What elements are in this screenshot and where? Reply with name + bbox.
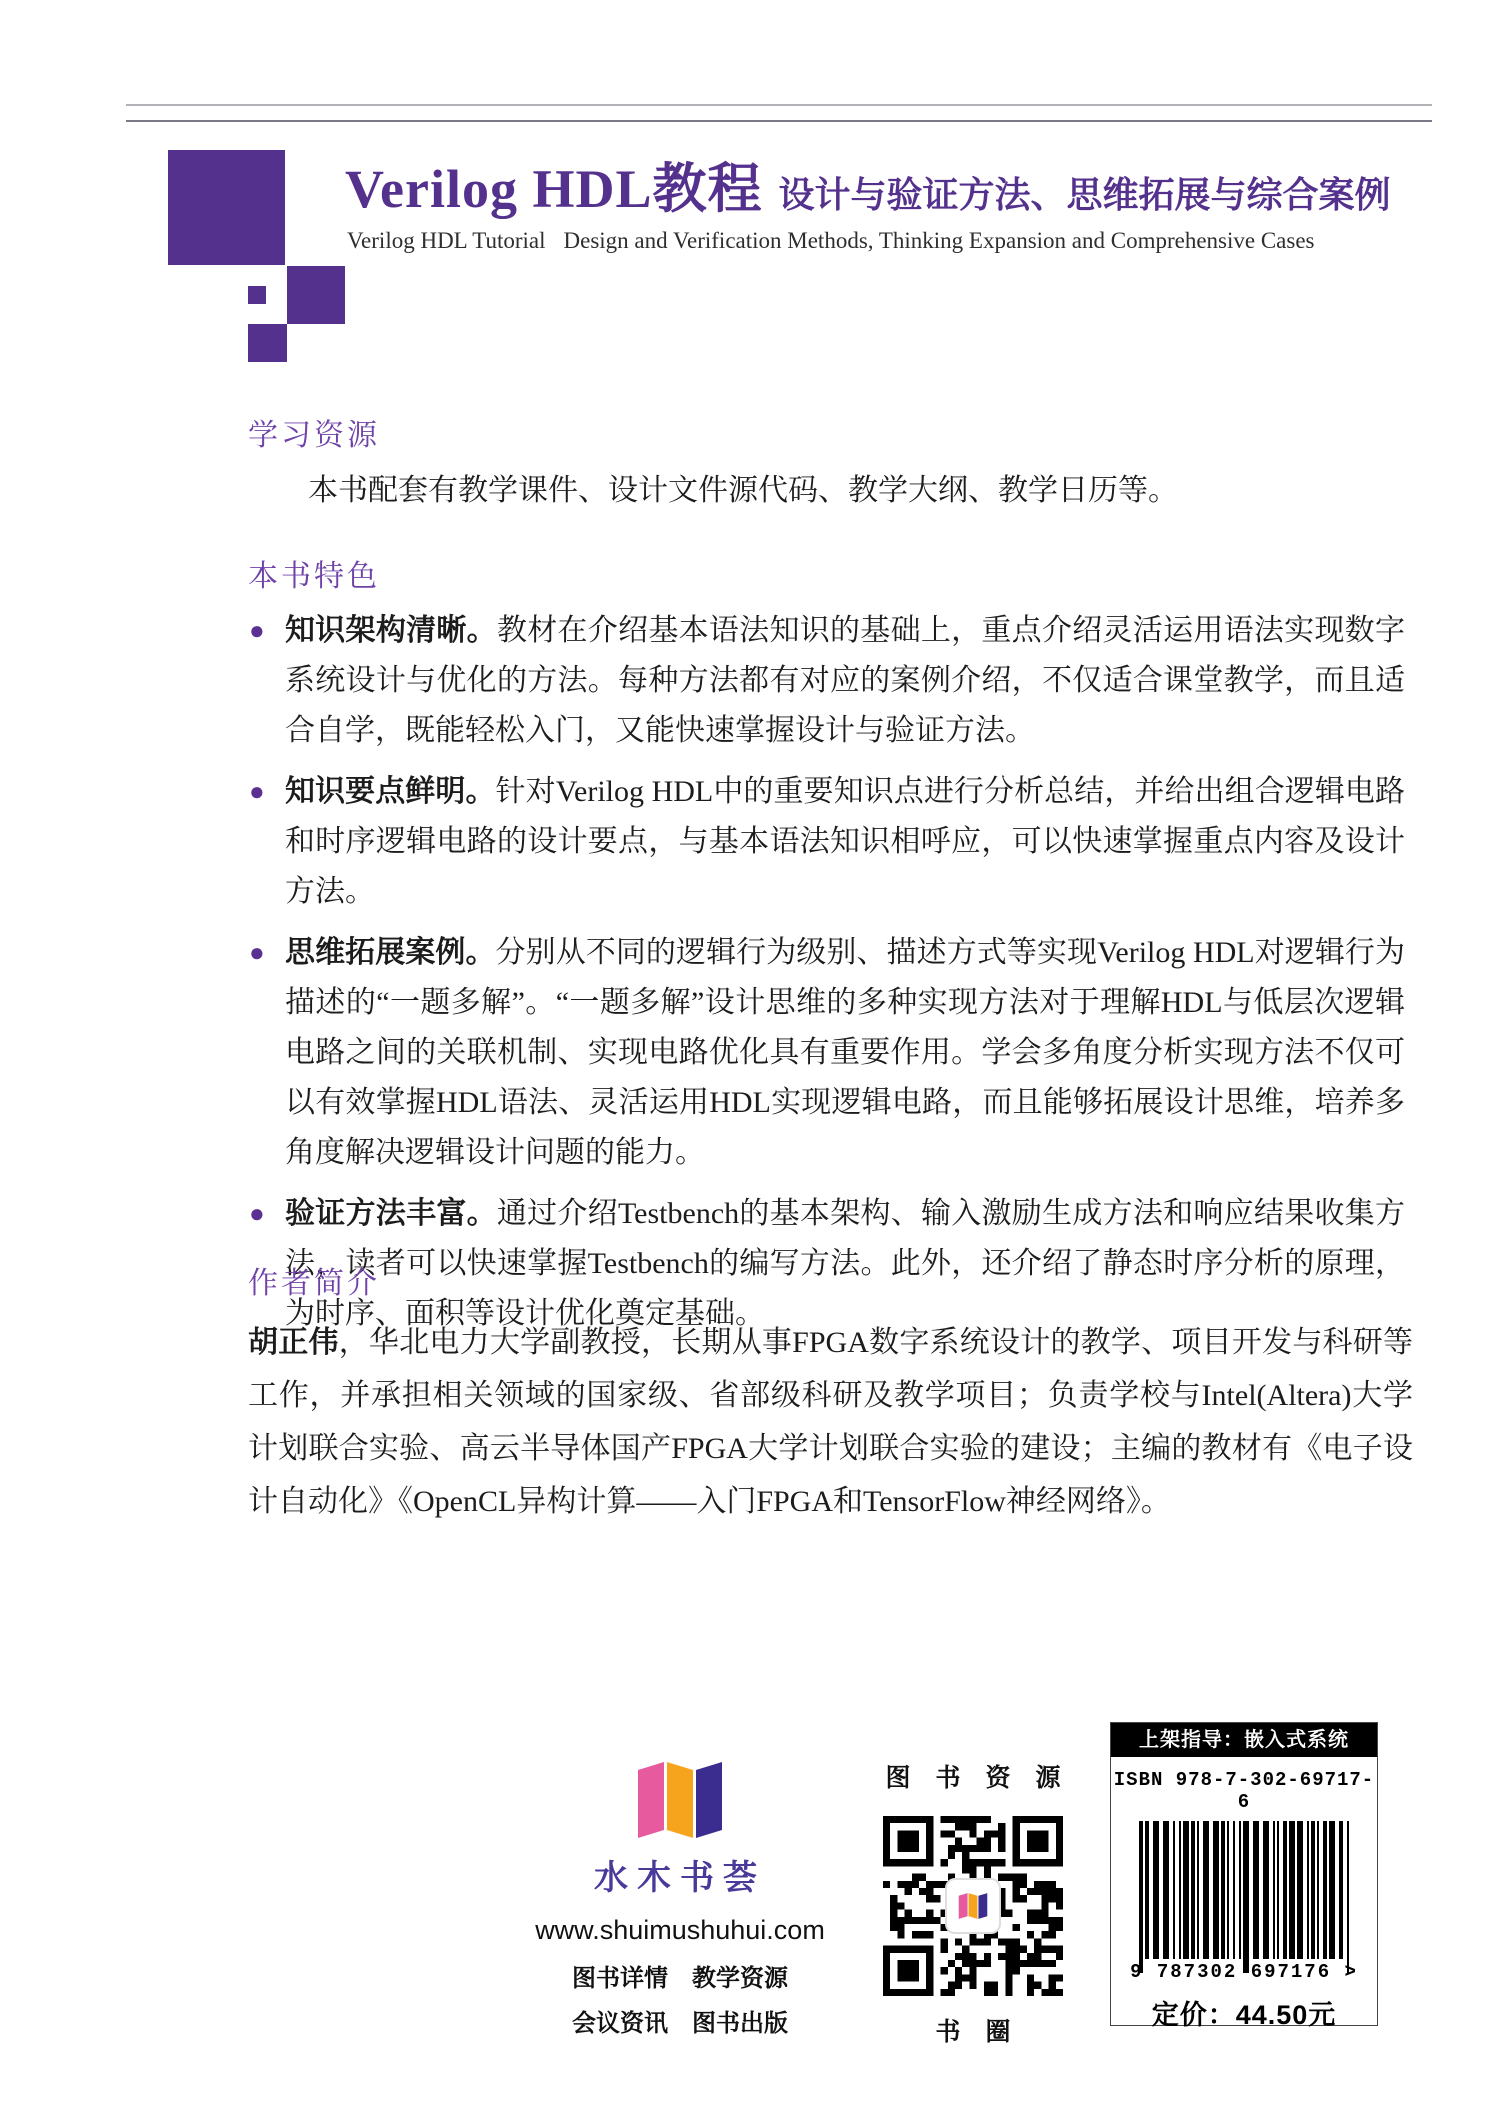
feature-item <box>249 928 1405 1178</box>
isbn-text: ISBN 978-7-302-69717-6 <box>1113 1769 1375 1813</box>
bullet-dot-icon: ● <box>249 938 265 967</box>
author-paragraph <box>248 1316 1413 1528</box>
qr-caption-bottom: 书 圈 <box>935 2018 1011 2046</box>
brand-links-row1: 图书详情 教学资源 <box>572 1965 788 1992</box>
feature-lead: 知识要点鲜明。 <box>285 775 496 808</box>
isbn-box <box>1110 1722 1378 2030</box>
barcode-digits: 9 787302 697176 > <box>1130 1961 1358 1983</box>
page-title-row <box>345 146 1391 223</box>
price-label: 定价：44.50元 <box>1151 2000 1337 2030</box>
feature-lead: 知识架构清晰。 <box>285 614 497 647</box>
resources-paragraph: 本书配套有教学课件、设计文件源代码、教学大纲、教学日历等。 <box>308 474 1178 507</box>
brand-name: 水木书荟 <box>594 1860 766 1897</box>
book-title-cn: Verilog HDL教程 <box>345 159 763 219</box>
logo-panel-indigo <box>696 1762 722 1838</box>
section-heading-features: 本书特色 <box>248 560 380 593</box>
deco-square-medium <box>287 266 345 324</box>
header-rule-bottom <box>126 120 1432 122</box>
author-name: 胡正伟 <box>248 1326 339 1359</box>
qr-code <box>883 1816 1063 1996</box>
feature-item <box>249 767 1405 917</box>
publisher-brand-block <box>530 1756 830 2038</box>
book-title-en <box>347 228 1315 254</box>
author-bio: ，华北电力大学副教授，长期从事FPGA数字系统设计的教学、项目开发与科研等工作，并承担相关领域的国家级、省部级科研及教学项目；负责学校与Intel(Altera)大学计划联合实验、高云半导体国产FPGA大学计划联合实验的建设；主编的教材有《电子设计自动化》《OpenCL异构计算——入门FPGA和TensorFlow神经网络》。 <box>248 1326 1414 1518</box>
qr-block <box>858 1758 1088 2048</box>
barcode-bars <box>1111 1821 1377 1973</box>
shelf-guide-band: 上架指导：嵌入式系统 <box>1111 1723 1377 1757</box>
feature-lead: 验证方法丰富。 <box>285 1197 497 1230</box>
bullet-dot-icon: ● <box>249 777 265 806</box>
book-subtitle-cn: 设计与验证方法、思维拓展与综合案例 <box>778 174 1391 215</box>
bullet-dot-icon: ● <box>249 616 265 645</box>
feature-lead: 思维拓展案例。 <box>285 936 496 969</box>
book-title-en-main: Verilog HDL Tutorial <box>347 228 546 253</box>
shuimu-logo-mini-icon <box>956 1890 990 1922</box>
feature-text: 通过介绍Testbench的基本架构、输入激励生成方法和响应结果收集方法，读者可以快速掌握Testbench的编写方法。此外，还介绍了静态时序分析的原理，为时序、面积等设计优化奠定基础。 <box>285 1197 1406 1330</box>
section-heading-resources: 学习资源 <box>248 419 380 452</box>
section-heading-author: 作者简介 <box>248 1267 380 1300</box>
logo-panel-orange <box>667 1762 693 1838</box>
qr-caption-top: 图 书 资 源 <box>885 1764 1061 1792</box>
book-title-en-sub: Design and Verification Methods, Thinking Expansion and Comprehensive Cases <box>563 228 1315 253</box>
deco-square-large <box>168 150 285 265</box>
deco-square-small <box>248 286 266 304</box>
brand-url: www.shuimushuhui.com <box>535 1915 825 1945</box>
shuimu-logo-icon <box>630 1756 730 1844</box>
feature-item <box>249 606 1406 756</box>
deco-square-lower <box>248 324 287 362</box>
qr-center-logo <box>945 1878 1001 1934</box>
feature-text: 教材在介绍基本语法知识的基础上，重点介绍灵活运用语法实现数字系统设计与优化的方法。每种方法都有对应的案例介绍，不仅适合课堂教学，而且适合自学，既能轻松入门，又能快速掌握设计与验证方法。 <box>285 614 1406 747</box>
brand-links-row2: 会议资讯 图书出版 <box>572 2010 788 2037</box>
header-rule-top <box>126 104 1432 106</box>
feature-text: 针对Verilog HDL中的重要知识点进行分析总结，并给出组合逻辑电路和时序逻辑电路的设计要点，与基本语法知识相呼应，可以快速掌握重点内容及设计方法。 <box>285 775 1405 908</box>
logo-panel-pink <box>638 1762 664 1838</box>
feature-text: 分别从不同的逻辑行为级别、描述方式等实现Verilog HDL对逻辑行为描述的“一题多解”。“一题多解”设计思维的多种实现方法对于理解HDL与低层次逻辑电路之间的关联机制、实现电路优化具有重要作用。学会多角度分析实现方法不仅可以有效掌握HDL语法、灵活运用HDL实现逻辑电路，而且能够拓展设计思维，培养多角度解决逻辑设计问题的能力。 <box>285 936 1405 1169</box>
bullet-dot-icon: ● <box>249 1199 265 1228</box>
